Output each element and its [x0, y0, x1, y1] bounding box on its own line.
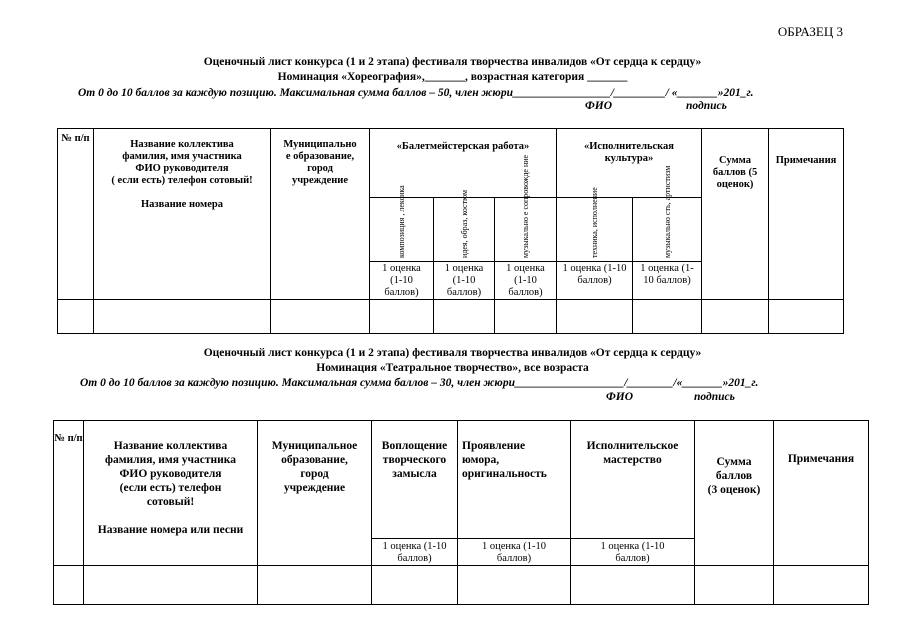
- form2-col-idea: Воплощение творческого замысла: [372, 421, 458, 539]
- form2-col-notes: Примечания: [774, 421, 869, 566]
- score-note: 1 оценка (1-10 баллов): [434, 262, 495, 300]
- table-row: [54, 566, 869, 605]
- criterion-cell: [495, 154, 557, 262]
- score-note: 1 оценка (1-10 баллов): [370, 262, 434, 300]
- form1-nomination: Номинация «Хореография»,_______, возрастная категория _______: [277, 71, 628, 83]
- form1-sig-fio: ФИО: [585, 100, 613, 112]
- score-note: 1 оценка (1-10 баллов): [372, 539, 458, 566]
- form1-entry-score[interactable]: [557, 300, 633, 334]
- form2-nomination: Номинация «Театральное творчество», все возраста: [316, 362, 589, 374]
- form2-entry-score[interactable]: [372, 566, 458, 605]
- form2-entry-municipal[interactable]: [258, 566, 372, 605]
- form1-entry-score[interactable]: [495, 300, 557, 334]
- form1-table: [57, 128, 844, 334]
- form2-entry-score[interactable]: [458, 566, 571, 605]
- sample-label: ОБРАЗЕЦ 3: [777, 24, 843, 39]
- score-note: 1 оценка (1-10 баллов): [571, 539, 695, 566]
- criterion-label: композиция , лексика: [397, 185, 406, 258]
- criterion-label: идея, образ, костюм: [459, 189, 469, 258]
- criterion-label: музыкально е сопровожде ние: [521, 154, 530, 258]
- score-note: 1 оценка (1-10 баллов): [495, 262, 557, 300]
- form2-entry-name[interactable]: [84, 566, 258, 605]
- form2-col-num: № п/п: [54, 421, 84, 566]
- form1-entry-score[interactable]: [370, 300, 434, 334]
- form2-title: Оценочный лист конкурса (1 и 2 этапа) фестиваля творчества инвалидов «От сердца к сердцу»: [203, 347, 702, 359]
- criterion-cell: [434, 189, 495, 262]
- form2-sig-sign: подпись: [694, 391, 735, 403]
- form1-instruction: От 0 до 10 баллов за каждую позицию. Максимальная сумма баллов – 50, член жюри_________________/_________/ «_______»201_г.: [78, 87, 754, 99]
- form2-col-sum: Сумма баллов (3 оценок): [695, 421, 774, 566]
- form1-entry-score[interactable]: [633, 300, 702, 334]
- criterion-label: техника, исполнение: [590, 187, 599, 258]
- table-row: [58, 300, 844, 334]
- form2-entry-score[interactable]: [571, 566, 695, 605]
- form2-entry-sum[interactable]: [695, 566, 774, 605]
- form1-entry-score[interactable]: [434, 300, 495, 334]
- form1-entry-sum[interactable]: [702, 300, 769, 334]
- form1-entry-name[interactable]: [94, 300, 271, 334]
- criterion-cell: [633, 165, 702, 262]
- form1-group-ballet: «Балетмейстерская работа»: [370, 129, 557, 198]
- form1-entry-notes[interactable]: [769, 300, 844, 334]
- form2-sig-fio: ФИО: [606, 391, 634, 403]
- criterion-cell: [557, 187, 633, 262]
- form2-col-humor: Проявление юмора, оригинальность: [458, 421, 571, 539]
- score-note: 1 оценка (1-10 баллов): [458, 539, 571, 566]
- form1-entry-num[interactable]: [58, 300, 94, 334]
- form1-col-notes: Примечания: [769, 129, 844, 300]
- form1-col-name: Название коллектива фамилия, имя участника ФИО руководителя ( если есть) телефон сотовый! Название номера: [94, 129, 271, 300]
- form2-table: [53, 420, 869, 605]
- form1-col-num: № п/п: [58, 129, 94, 300]
- form1-title: Оценочный лист конкурса (1 и 2 этапа) фестиваля творчества инвалидов «От сердца к сердцу»: [203, 56, 702, 68]
- form1-group-performance: «Исполнительская культура»: [557, 129, 702, 198]
- score-note: 1 оценка (1-10 баллов): [557, 262, 633, 300]
- form1-entry-municipal[interactable]: [271, 300, 370, 334]
- criterion-label: музыкально сть, артистизм: [662, 165, 672, 258]
- form2-col-municipal: Муниципальное образование, город учреждение: [258, 421, 372, 566]
- form1-col-sum: Сумма баллов (5 оценок): [702, 129, 769, 300]
- form2-col-name: Название коллектива фамилия, имя участника ФИО руководителя (если есть) телефон сотовый! Название номера или песни: [84, 421, 258, 566]
- form2-instruction: От 0 до 10 баллов за каждую позицию. Максимальная сумма баллов – 30, член жюри___________________/________/«_______»201_г.: [80, 377, 759, 389]
- form2-entry-num[interactable]: [54, 566, 84, 605]
- form1-sig-sign: подпись: [686, 100, 727, 112]
- form1-col-municipal: Муниципально е образование, город учреждение: [271, 129, 370, 300]
- criterion-cell: [370, 185, 434, 262]
- form2-entry-notes[interactable]: [774, 566, 869, 605]
- form2-col-mastery: Исполнительское мастерство: [571, 421, 695, 539]
- score-note: 1 оценка (1-10 баллов): [633, 262, 702, 300]
